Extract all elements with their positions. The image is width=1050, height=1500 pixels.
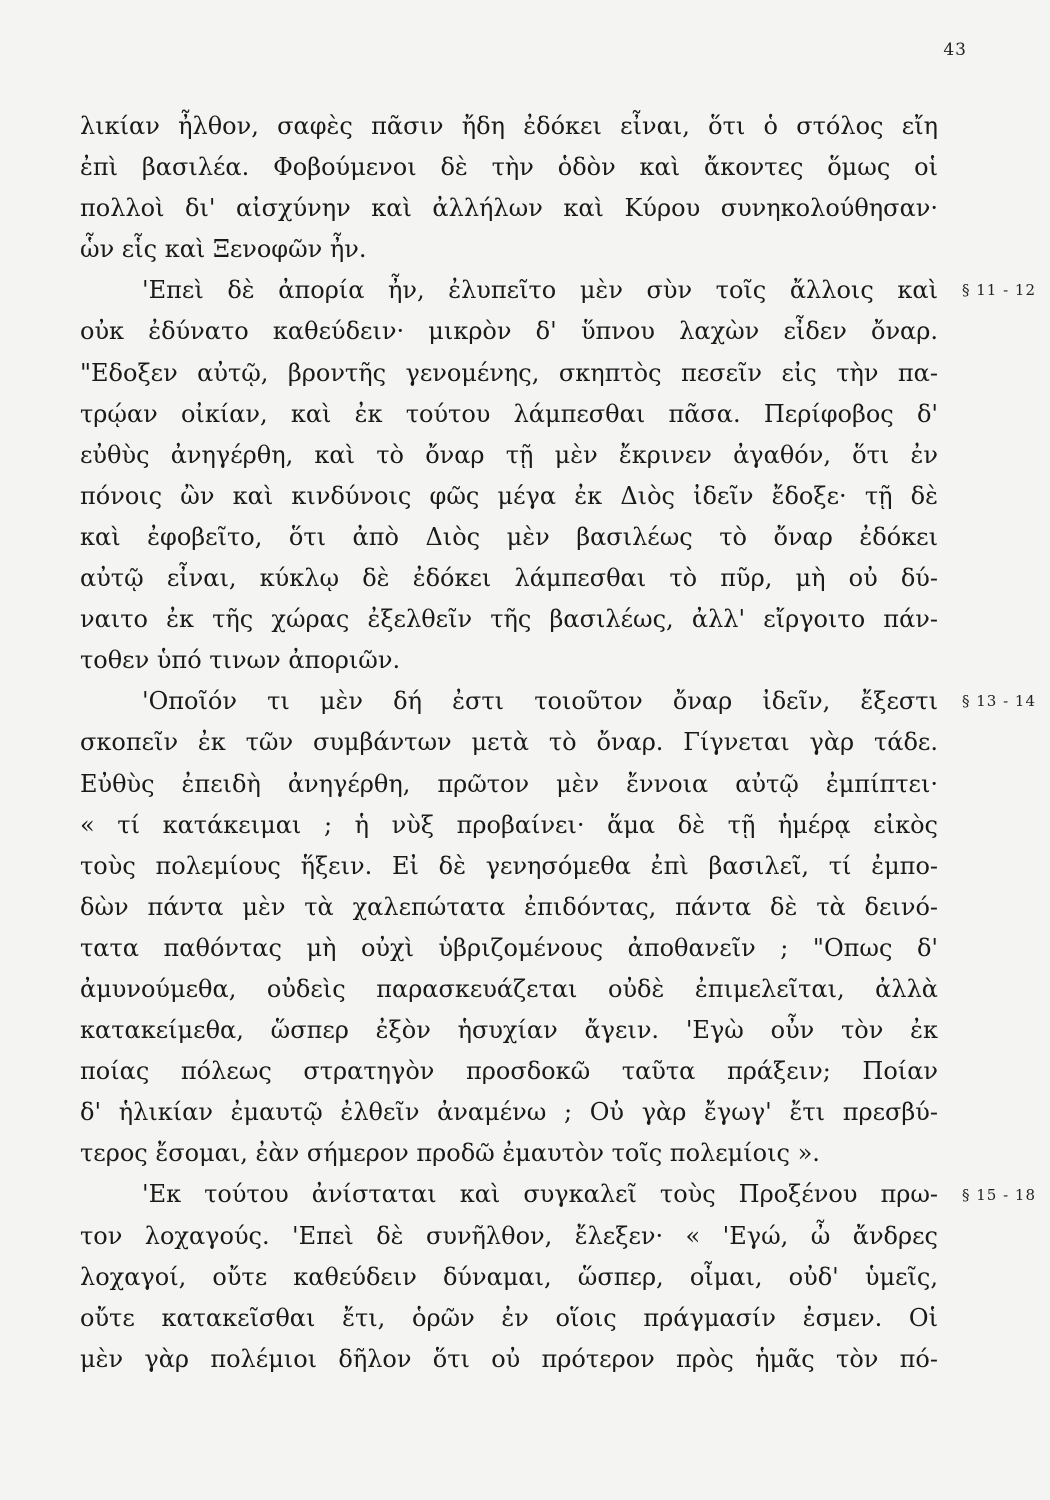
text-line: 'Εκ τούτου ἀνίσταται καὶ συγκαλεῖ τοὺς Προξένου πρω-	[142, 1180, 938, 1209]
text-line: οὐκ ἐδύνατο καθεύδειν· μικρὸν δ' ὕπνου λαχὼν εἶδεν ὄναρ.	[80, 317, 938, 346]
text-line: « τί κατάκειμαι ; ἡ νὺξ προβαίνει· ἅμα δὲ τῇ ἡμέρᾳ εἰκὸς	[80, 810, 938, 839]
text-line: τατα παθόντας μὴ οὐχὶ ὑβριζομένους ἀποθανεῖν ; "Οπως δ'	[80, 933, 938, 962]
text-line: λικίαν ἦλθον, σαφὲς πᾶσιν ἤδη ἐδόκει εἶναι, ὅτι ὁ στόλος εἴη	[80, 112, 938, 140]
text-line: εὐθὺς ἀνηγέρθη, καὶ τὸ ὄναρ τῇ μὲν ἔκρινεν ἀγαθόν, ὅτι ἐν	[80, 440, 938, 469]
text-line: ποίας πόλεως στρατηγὸν προσδοκῶ ταῦτα πράξειν; Ποίαν	[80, 1057, 938, 1086]
text-line: οὔτε κατακεῖσθαι ἔτι, ὁρῶν ἐν οἵοις πράγμασίν ἐσμεν. Οἱ	[80, 1303, 938, 1332]
text-line: Εὐθὺς ἐπειδὴ ἀνηγέρθη, πρῶτον μὲν ἔννοια αὐτῷ ἐμπίπτει·	[80, 769, 938, 798]
text-line: τρῴαν οἰκίαν, καὶ ἐκ τούτου λάμπεσθαι πᾶσα. Περίφοβος δ'	[80, 399, 938, 428]
text-line: δ' ἡλικίαν ἐμαυτῷ ἐλθεῖν ἀναμένω ; Οὐ γὰρ ἔγωγ' ἔτι πρεσβύ-	[80, 1098, 938, 1127]
text-line: αὐτῷ εἶναι, κύκλῳ δὲ ἐδόκει λάμπεσθαι τὸ πῦρ, μὴ οὐ δύ-	[80, 564, 938, 593]
text-line: ναιτο ἐκ τῆς χώρας ἐξελθεῖν τῆς βασιλέως, ἀλλ' εἴργοιτο πάν-	[80, 605, 938, 634]
text-line: 'Οποῖόν τι μὲν δή ἐστι τοιοῦτον ὄναρ ἰδεῖν, ἔξεστι	[142, 687, 938, 716]
text-line: 'Επεὶ δὲ ἀπορία ἦν, ἐλυπεῖτο μὲν σὺν τοῖς ἄλλοις καὶ	[142, 276, 938, 305]
greek-text-body	[80, 106, 938, 1380]
text-line: τον λοχαγούς. 'Επεὶ δὲ συνῆλθον, ἔλεξεν· « 'Εγώ, ὦ ἄνδρες	[80, 1221, 938, 1250]
text-line: κατακείμεθα, ὥσπερ ἐξὸν ἡσυχίαν ἄγειν. 'Εγὼ οὖν τὸν ἐκ	[80, 1016, 938, 1045]
text-line: πολλοὶ δι' αἰσχύνην καὶ ἀλλήλων καὶ Κύρου συνηκολούθησαν·	[80, 194, 938, 223]
text-line: λοχαγοί, οὔτε καθεύδειν δύναμαι, ὥσπερ, οἶμαι, οὐδ' ὑμεῖς,	[80, 1262, 938, 1291]
text-line: ἀμυνούμεθα, οὐδεὶς παρασκευάζεται οὐδὲ ἐπιμελεῖται, ἀλλὰ	[80, 974, 938, 1003]
text-line: ὧν εἷς καὶ Ξενοφῶν ἦν.	[80, 235, 367, 264]
text-line: τοὺς πολεμίους ἥξειν. Εἰ δὲ γενησόμεθα ἐπὶ βασιλεῖ, τί ἐμπο-	[80, 851, 938, 880]
text-line: τερος ἔσομαι, ἐὰν σήμερον προδῶ ἐμαυτὸν τοῖς πολεμίοις ».	[80, 1139, 820, 1168]
section-reference: § 13 - 14	[961, 692, 1036, 711]
text-line: καὶ ἐφοβεῖτο, ὅτι ἀπὸ Διὸς μὲν βασιλέως τὸ ὄναρ ἐδόκει	[80, 522, 938, 551]
section-reference: § 15 - 18	[961, 1185, 1036, 1204]
text-line: πόνοις ὢν καὶ κινδύνοις φῶς μέγα ἐκ Διὸς ἰδεῖν ἔδοξε· τῇ δὲ	[80, 481, 938, 510]
page-number: 43	[943, 40, 967, 60]
text-line: σκοπεῖν ἐκ τῶν συμβάντων μετὰ τὸ ὄναρ. Γίγνεται γὰρ τάδε.	[80, 728, 938, 757]
text-line: μὲν γὰρ πολέμιοι δῆλον ὅτι οὐ πρότερον πρὸς ἡμᾶς τὸν πό-	[80, 1344, 938, 1373]
section-reference: § 11 - 12	[961, 281, 1036, 300]
text-line: τοθεν ὑπό τινων ἀποριῶν.	[80, 646, 401, 675]
text-line: ἐπὶ βασιλέα. Φοβούμενοι δὲ τὴν ὁδὸν καὶ ἄκοντες ὅμως οἱ	[80, 153, 938, 182]
text-line: δὼν πάντα μὲν τὰ χαλεπώτατα ἐπιδόντας, πάντα δὲ τὰ δεινό-	[80, 892, 938, 921]
text-line: "Εδοξεν αὐτῷ, βροντῆς γενομένης, σκηπτὸς πεσεῖν εἰς τὴν πα-	[80, 358, 938, 387]
